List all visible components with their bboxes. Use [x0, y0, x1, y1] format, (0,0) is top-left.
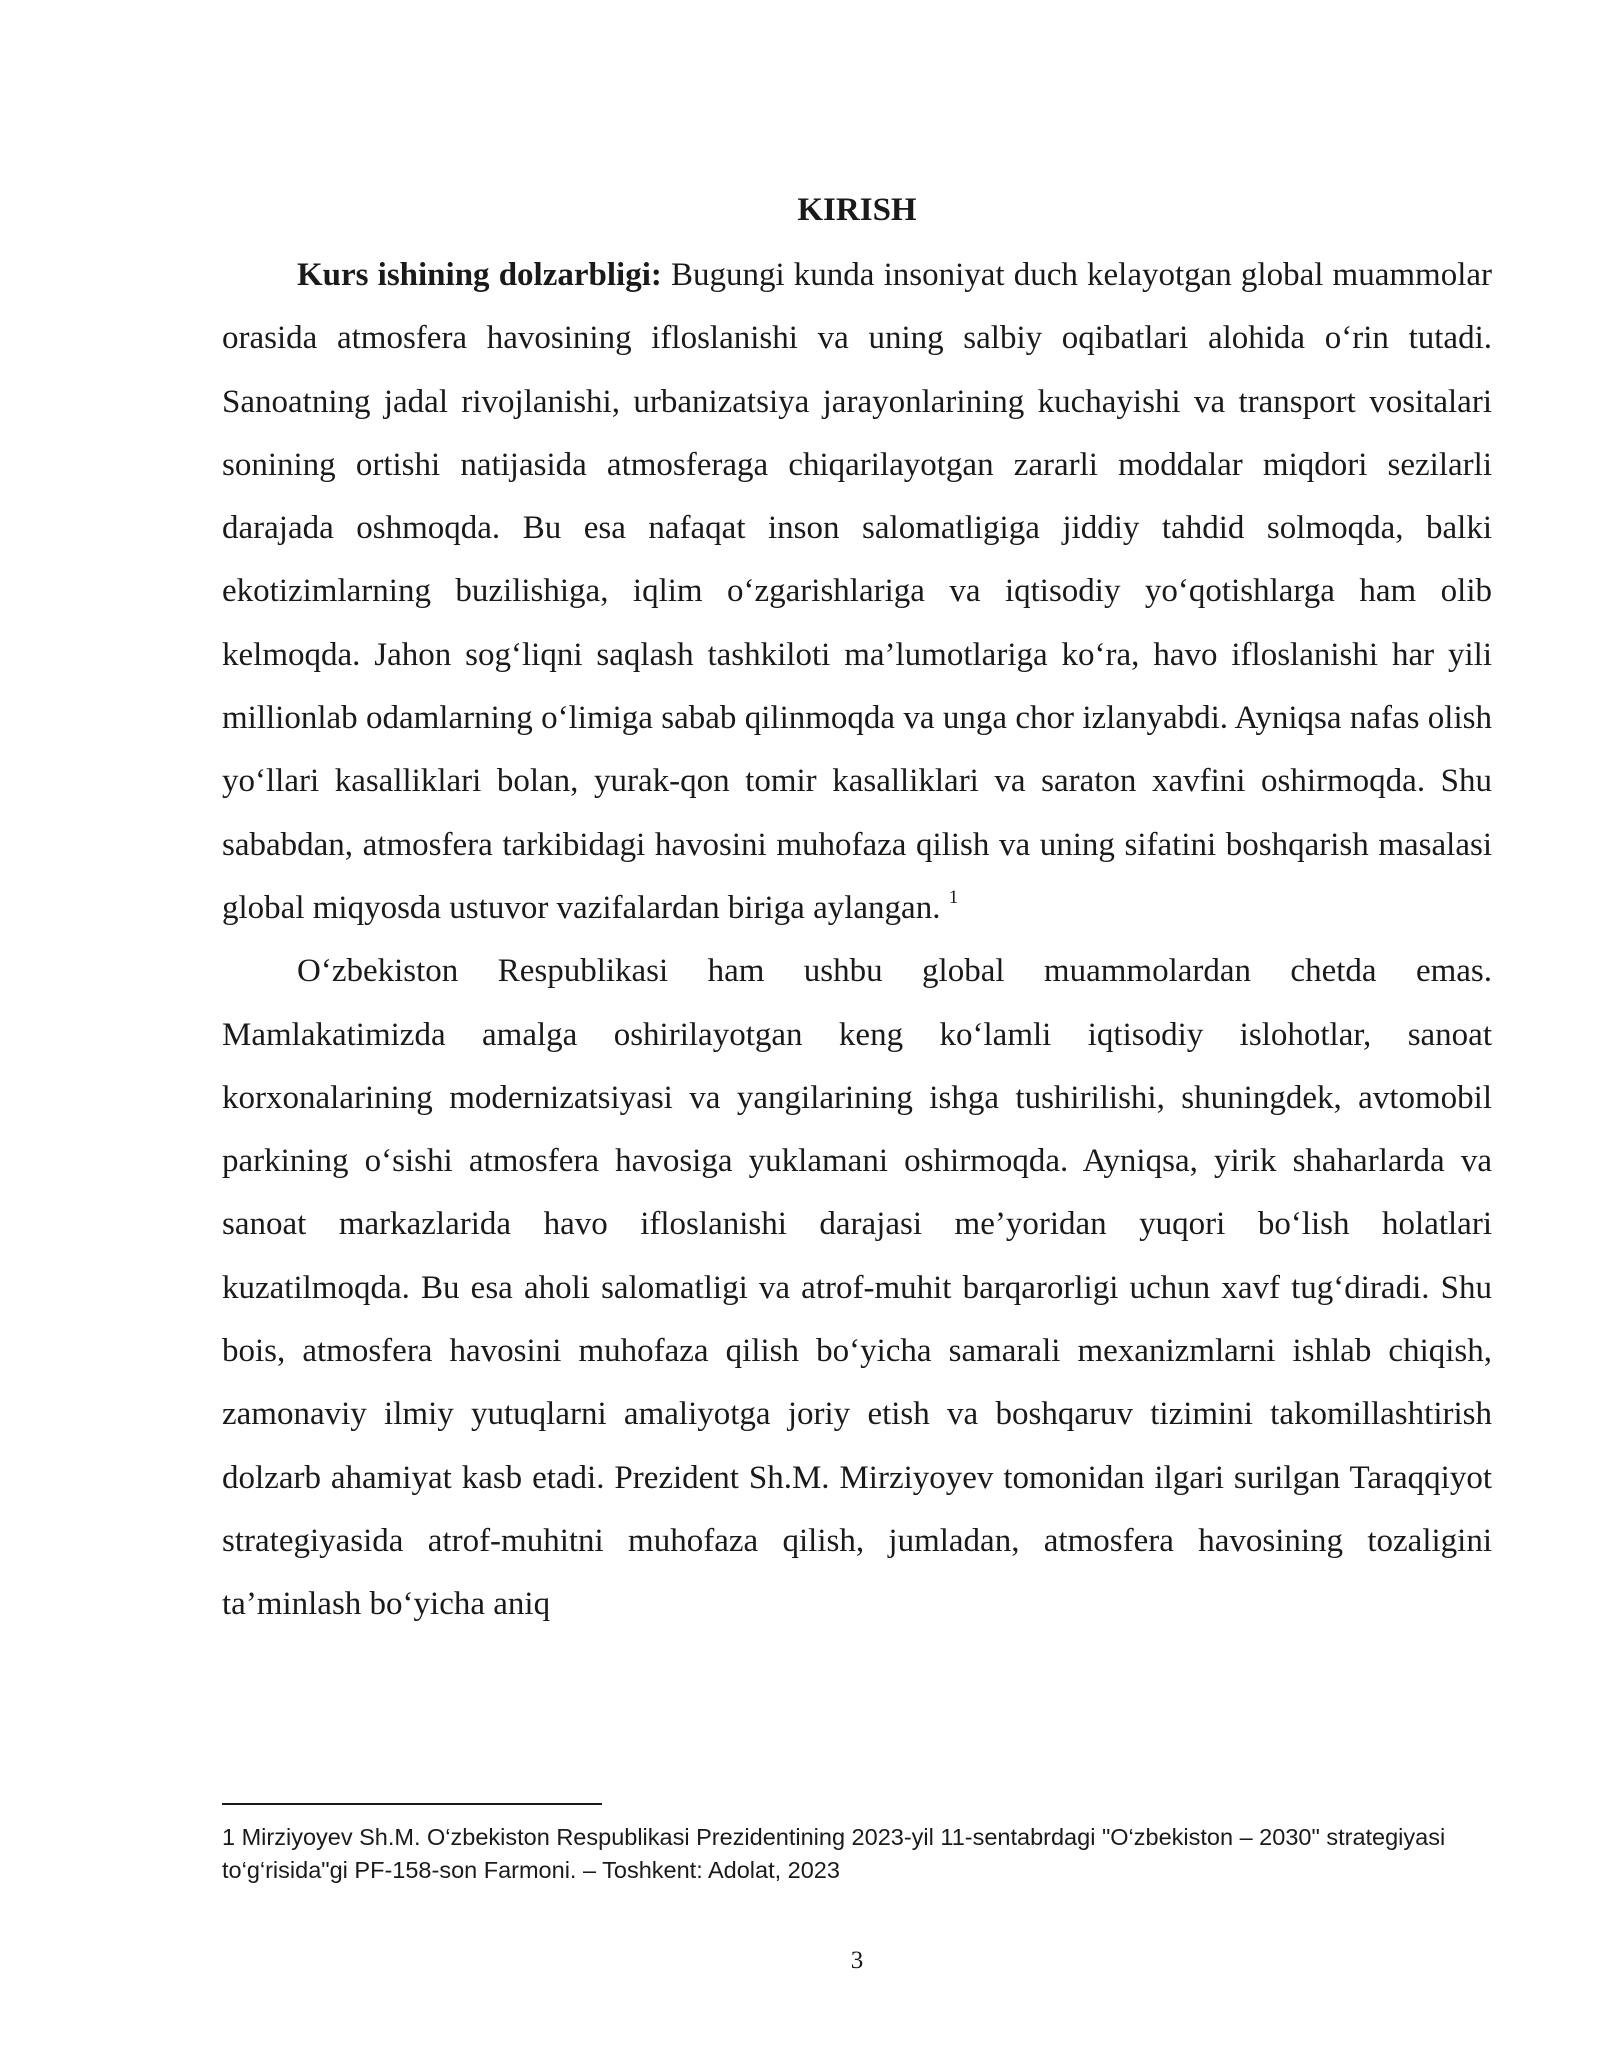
footnote-text: Mirziyoyev Sh.M. O‘zbekiston Respublikasi Prezidentining 2023-yil 11-sentabrdagi "O‘zbekiston – 2030" strategiyasi to‘g‘risida"gi PF-158-son Farmoni. – Toshkent: Adolat, 2023	[222, 1824, 1446, 1883]
page-number: 3	[850, 1947, 864, 1974]
section-heading: KIRISH	[797, 192, 917, 228]
paragraph-text: O‘zbekiston Respublikasi ham ushbu global muammolardan chetda emas. Mamlakatimizda amalga oshirilayotgan keng ko‘lamli iqtisodiy islohotlar, sanoat korxonalarining modernizatsiyasi va yangilarining ishga tushirilishi, shuningdek, avtomobil parkining o‘sishi atmosfera havosiga yuklamani oshirmoqda. Ayniqsa, yirik shaharlarda va sanoat markazlarida havo ifloslanishi darajasi me’yoridan yuqori bo‘lish holatlari kuzatilmoqda. Bu esa aholi salomatligi va atrof-muhit barqarorligi uchun xavf tug‘diradi. Shu bois, atmosfera havosini muhofaza qilish bo‘yicha samarali mexanizmlarni ishlab chiqish, zamonaviy ilmiy yutuqlarni amaliyotga joriy etish va boshqaruv tizimini takomillashtirish dolzarb ahamiyat kasb etadi. Prezident Sh.M. Mirziyoyev tomonidan ilgari surilgan Taraqqiyot strategiyasida atrof-muhitni muhofaza qilish, jumladan, atmosfera havosining tozaligini ta’minlash bo‘yicha aniq	[222, 953, 1492, 1623]
paragraph-uzbekistan	[222, 940, 1492, 1636]
footnote-reference[interactable]: 1	[948, 886, 959, 908]
footnote	[222, 1821, 1492, 1887]
footnote-number: 1	[222, 1824, 236, 1850]
document-page	[222, 0, 1492, 2070]
paragraph-relevance	[222, 244, 1492, 940]
body-text	[222, 244, 1492, 1637]
footnote-separator	[222, 1803, 602, 1805]
paragraph-lead: Kurs ishining dolzarbligi:	[297, 257, 662, 293]
paragraph-text: Bugungi kunda insoniyat duch kelayotgan global muammolar orasida atmosfera havosining ifloslanishi va uning salbiy oqibatlari alohida o‘rin tutadi. Sanoatning jadal rivojlanishi, urbanizatsiya jarayonlarining kuchayishi va transport vositalari sonining ortishi natijasida atmosferaga chiqarilayotgan zararli moddalar miqdori sezilarli darajada oshmoqda. Bu esa nafaqat inson salomatligiga jiddiy tahdid solmoqda, balki ekotizimlarning buzilishiga, iqlim o‘zgarishlariga va iqtisodiy yo‘qotishlarga ham olib kelmoqda. Jahon sog‘liqni saqlash tashkiloti ma’lumotlariga ko‘ra, havo ifloslanishi har yili millionlab odamlarning o‘limiga sabab qilinmoqda va unga chor izlanyabdi. Ayniqsa nafas olish yo‘llari kasalliklari bolan, yurak-qon tomir kasalliklari va saraton xavfini oshirmoqda. Shu sababdan, atmosfera tarkibidagi havosini muhofaza qilish va uning sifatini boshqarish masalasi global miqyosda ustuvor vazifalardan biriga aylangan.	[222, 257, 1492, 926]
